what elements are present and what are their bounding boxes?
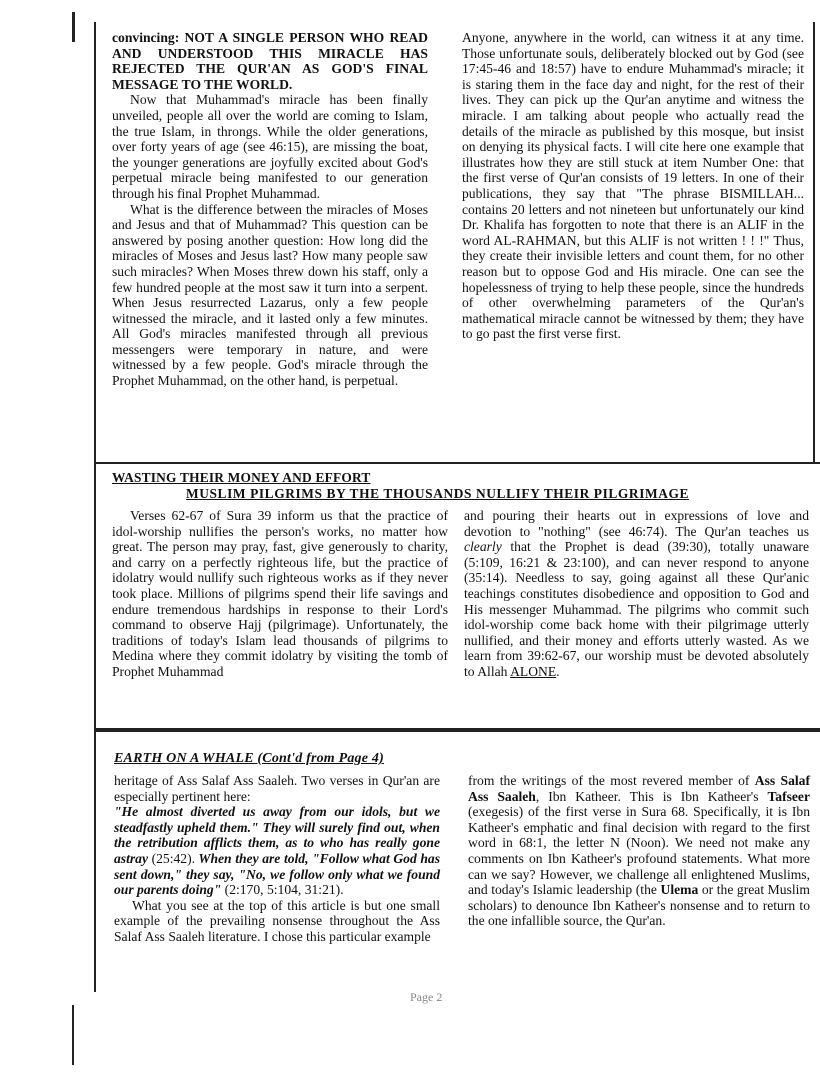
margin-line-bottom [72, 1005, 74, 1065]
section2-left-column [112, 508, 448, 680]
section3-right-column [468, 773, 810, 929]
section1-left-para-1: convincing: NOT A SINGLE PERSON WHO READ AND UNDERSTOOD THIS MIRACLE HAS REJECTED THE QUR'AN AS GOD'S FINAL MESSAGE TO THE WORLD. [112, 30, 428, 92]
section2-left-para: Verses 62-67 of Sura 39 inform us that the practice of idol-worship nullifies the person's works, no matter how great. The person may pray, fast, give generously to charity, and carry on a perfectly righteous life, but the practice of idolatry would nullify such righteous works as if they never took place. Millions of pilgrims spend their life savings and endure tremendous hardships in response to their Lord's command to observe Hajj (pilgrimage). Unfortunately, the traditions of today's Islam lead thousands of pilgrims to Medina where they commit idolatry by visiting the tomb of Prophet Muhammad [112, 508, 448, 679]
section2-heading-2: MUSLIM PILGRIMS BY THE THOUSANDS NULLIFY THEIR PILGRIMAGE [186, 486, 690, 501]
section1-left-para-2: Now that Muhammad's miracle has been finally unveiled, people all over the world are coming to Islam, the true Islam, in throngs. While the older generations, over forty years of age (see 46:15), are missing the boat, the younger generations are joyfully excited about God's perpetual miracle being manifested to our generation through his final Prophet Muhammad. [112, 92, 428, 201]
section3-heading: EARTH ON A WHALE (Cont'd from Page 4) [114, 751, 384, 766]
section1-right-column [462, 30, 804, 342]
section2-right-para: and pouring their hearts out in expressions of love and devotion to "nothing" (see 46:74). The Qur'an teaches us clearly that the Prophet is dead (39:30), totally unaware (5:109, 16:21 & 23:100), and can never respond to anyone (35:14). Needless to say, going against all these Qur'anic teachings constitutes disobedience and opposition to God and His messenger Muhammad. The pilgrims who commit such idol-worship come back home with their pilgrimage utterly nullified, and their money and efforts utterly wasted. As we learn from 39:62-67, our worship must be devoted absolutely to Allah ALONE. [464, 508, 809, 679]
section3-left-quote: "He almost diverted us away from our idols, but we steadfastly upheld them." They will surely find out, when the retribution afflicts them, as to who has really gone astray (25:42). When they are told, "Follow what God has sent down," they say, "No, we follow only what we found our parents doing" (2:170, 5:104, 31:21). [114, 804, 440, 898]
page-number: Page 2 [410, 990, 443, 1004]
section1-left-column [112, 30, 428, 389]
section1-right-para-1: Anyone, anywhere in the world, can witness it at any time. Those unfortunate souls, deliberately blocked out by God (see 17:45-46 and 18:57) have to endure Muhammad's miracle; it is staring them in the face day and night, for the rest of their lives. They can pick up the Qur'an anytime and witness the miracle. I am talking about people who actually read the details of the miracle as published by this mosque, but insist on denying its physical facts. I will cite here one example that illustrates how they are still stuck at item Number One: that the first verse of Qur'an consists of 19 letters. In one of their publications, they say that "The phrase BISMILLAH... contains 20 letters and not nineteen but unfortunately our kind Dr. Khalifa has forgotten to note that there is an ALIF in the word AL-RAHMAN, but this ALIF is not written ! ! !" Thus, they create their invisible letters and count them, for no other reason but to oppose God and His miracle. One can see the hopelessness of trying to help these people, since the hundreds of other overwhelming parameters of the Qur'an's mathematical miracle cannot be witnessed by them; they have to go past the first verse first. [462, 30, 804, 342]
margin-line-top [72, 12, 75, 42]
section3-left-column [114, 773, 440, 945]
section2-heading-1: WASTING THEIR MONEY AND EFFORT [112, 470, 371, 485]
section2-alone: ALONE [510, 663, 557, 679]
section2-right-column [464, 508, 809, 680]
section2-emphasis: clearly [464, 539, 502, 555]
section3-left-intro: heritage of Ass Salaf Ass Saaleh. Two verses in Qur'an are especially pertinent here: [114, 773, 440, 804]
section3-right-para: from the writings of the most revered member of Ass Salaf Ass Saaleh, Ibn Katheer. This is Ibn Katheer's Tafseer (exegesis) of the first verse in Sura 68. Specifically, it is Ibn Katheer's emphatic and final decision with regard to the first word in 68:1, the letter N (Noon). We need not make any comments on Ibn Katheer's profound statements. What more can we say? However, we challenge all enlightened Muslims, and today's Islamic leadership (the Ulema or the great Muslim scholars) to denounce Ibn Katheer's nonsense and to return to the one infallible source, the Qur'an. [468, 773, 810, 929]
section3-left-para: What you see at the top of this article is but one small example of the prevailing nonsense throughout the Ass Salaf Ass Saaleh literature. I chose this particular example [114, 897, 440, 944]
section1-left-para-3: What is the difference between the miracles of Moses and Jesus and that of Muhammad? This question can be answered by posing another question: How long did the miracles of Moses and Jesus last? How many people saw such miracles? When Moses threw down his staff, only a few hundred people at the most saw it turn into a serpent. When Jesus resurrected Lazarus, only a few people witnessed the miracle, and it lasted only a few minutes. All God's miracles manifested through all previous messengers were temporary in nature, and were witnessed by a few people. God's miracle through the Prophet Muhammad, on the other hand, is perpetual. [112, 201, 428, 389]
